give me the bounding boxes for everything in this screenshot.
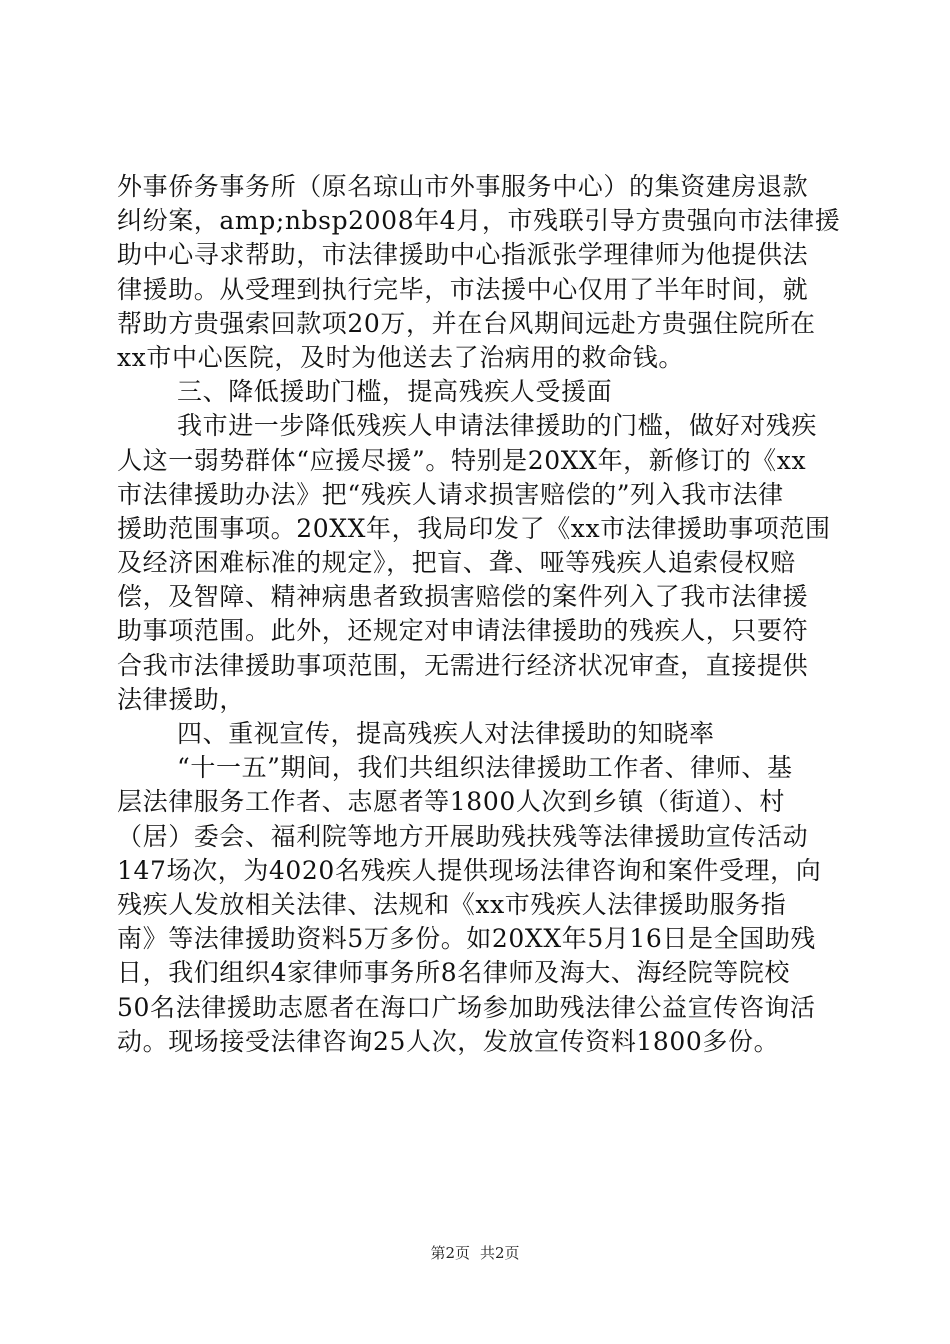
text-line: 法律援助， — [117, 684, 246, 714]
text-line: 助事项范围。此外，还规定对申请法律援助的残疾人，只要符 — [117, 616, 809, 646]
text-line: xx市中心医院，及时为他送去了治病用的救命钱。 — [117, 342, 684, 372]
text-line: 层法律服务工作者、志愿者等1800人次到乡镇（街道）、村 — [117, 787, 785, 817]
text-line: 我市进一步降低残疾人申请法律援助的门槛，做好对残疾 — [177, 411, 818, 441]
text-line: 合我市法律援助事项范围，无需进行经济状况审查，直接提供 — [117, 650, 809, 680]
text-line: 偿，及智障、精神病患者致损害赔偿的案件列入了我市法律援 — [117, 582, 809, 612]
page-total: 共2页 — [480, 1244, 520, 1262]
section-heading: 三、降低援助门槛，提高残疾人受援面 — [177, 377, 613, 407]
text-line: 帮助方贵强索回款项20万，并在台风期间远赴方贵强住院所在 — [117, 308, 816, 338]
text-line: 纠纷案，amp;nbsp2008年4月，市残联引导方贵强向市法律援 — [117, 206, 841, 236]
text-line: “十一五”期间，我们共组织法律援助工作者、律师、基 — [177, 753, 793, 783]
text-line: 人这一弱势群体“应援尽援”。特别是20XX年，新修订的《xx — [117, 445, 807, 475]
document-body — [117, 170, 841, 1059]
text-line: 外事侨务事务所（原名琼山市外事服务中心）的集资建房退款 — [117, 172, 809, 201]
page-footer — [0, 1243, 950, 1263]
text-line: 南》等法律援助资料5万多份。如20XX年5月16日是全国助残 — [117, 924, 817, 954]
text-line: 援助范围事项。20XX年，我局印发了《xx市法律援助事项范围 — [117, 513, 831, 543]
text-line: （居）委会、福利院等地方开展助残扶残等法律援助宣传活动 — [117, 821, 809, 851]
text-line: 及经济困难标准的规定》，把盲、聋、哑等残疾人追索侵权赔 — [117, 548, 796, 578]
text-line: 50名法律援助志愿者在海口广场参加助残法律公益宣传咨询活 — [117, 992, 816, 1022]
page-number: 第2页 — [430, 1244, 470, 1262]
text-line: 市法律援助办法》把“残疾人请求损害赔偿的”列入我市法律 — [117, 479, 784, 509]
text-line: 147场次，为4020名残疾人提供现场法律咨询和案件受理，向 — [117, 855, 822, 885]
text-line: 日，我们组织4家律师事务所8名律师及海大、海经院等院校 — [117, 958, 791, 988]
text-line: 残疾人发放相关法律、法规和《xx市残疾人法律援助服务指 — [117, 889, 787, 919]
section-heading: 四、重视宣传，提高残疾人对法律援助的知晓率 — [177, 719, 715, 748]
text-line: 助中心寻求帮助，市法律援助中心指派张学理律师为他提供法 — [117, 240, 809, 270]
text-line: 动。现场接受法律咨询25人次，发放宣传资料1800多份。 — [117, 1026, 780, 1056]
text-line: 律援助。从受理到执行完毕，市法援中心仅用了半年时间，就 — [117, 274, 809, 304]
